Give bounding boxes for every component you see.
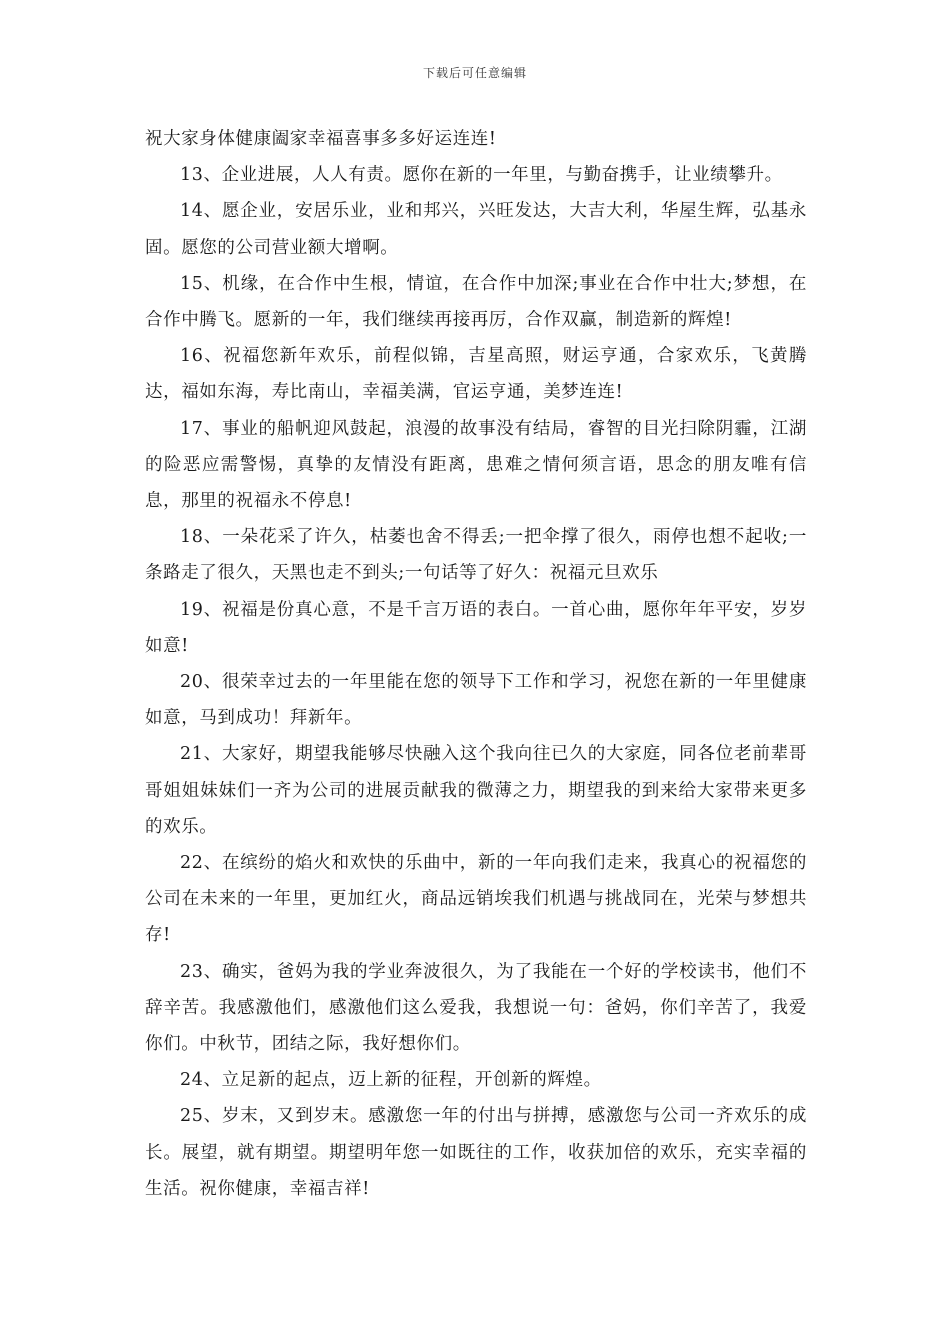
paragraph-item-24: 24、立足新的起点，迈上新的征程，开创新的辉煌。 — [180, 1070, 602, 1091]
paragraph-continuation: 祝大家身体健康阖家幸福喜事多多好运连连! — [145, 129, 497, 149]
page-header-note: 下载后可任意编辑 — [422, 66, 527, 80]
paragraph-item-22: 22、在缤纷的焰火和欢快的乐曲中，新的一年向我们走来，我真心的祝福您的公司在未来的一年里，更加红火，商品远销埃我们机遇与挑战同在，光荣与梦想共存! — [145, 853, 807, 946]
paragraph-item-17: 17、事业的船帆迎风鼓起，浪漫的故事没有结局，睿智的目光扫除阴霾，江湖的险恶应需警惕，真挚的友情没有距离，患难之情何须言语，思念的朋友唯有信息，那里的祝福永不停息! — [145, 418, 807, 512]
paragraph-item-13: 13、企业进展，人人有责。愿你在新的一年里，与勤奋携手，让业绩攀升。 — [180, 165, 783, 186]
paragraph-item-16: 16、祝福您新年欢乐，前程似锦，吉星高照，财运亨通，合家欢乐，飞黄腾达，福如东海，寿比南山，幸福美满，官运亨通，美梦连连! — [145, 346, 807, 403]
paragraph-item-20: 20、很荣幸过去的一年里能在您的领导下工作和学习，祝您在新的一年里健康如意，马到成功！拜新年。 — [145, 672, 807, 729]
paragraph-item-25: 25、岁末，又到岁末。感激您一年的付出与拼搏，感激您与公司一齐欢乐的成长。展望，就有期望。期望明年您一如既往的工作，收获加倍的欢乐，充实幸福的生活。祝你健康，幸福吉祥! — [145, 1106, 807, 1199]
paragraph-item-21: 21、大家好，期望我能够尽快融入这个我向往已久的大家庭，同各位老前辈哥哥姐姐妹妹们一齐为公司的进展贡献我的微薄之力，期望我的到来给大家带来更多的欢乐。 — [145, 744, 807, 837]
paragraph-item-14: 14、愿企业，安居乐业，业和邦兴，兴旺发达，大吉大利，华屋生辉，弘基永固。愿您的公司营业额大增啊。 — [145, 201, 807, 258]
paragraph-item-19: 19、祝福是份真心意，不是千言万语的表白。一首心曲，愿你年年平安，岁岁如意! — [145, 599, 807, 656]
paragraph-item-23: 23、确实，爸妈为我的学业奔波很久，为了我能在一个好的学校读书，他们不辞辛苦。我感激他们，感激他们这么爱我，我想说一句：爸妈，你们辛苦了，我爱你们。中秋节，团结之际，我好想你们。 — [145, 961, 807, 1055]
paragraph-item-18: 18、一朵花采了许久，枯萎也舍不得丢;一把伞撑了很久，雨停也想不起收;一条路走了很久，天黑也走不到头;一句话等了好久：祝福元旦欢乐 — [145, 527, 807, 584]
paragraph-item-15: 15、机缘，在合作中生根，情谊，在合作中加深;事业在合作中壮大;梦想，在合作中腾飞。愿新的一年，我们继续再接再厉，合作双赢，制造新的辉煌! — [145, 273, 807, 331]
document-body — [145, 121, 807, 1207]
